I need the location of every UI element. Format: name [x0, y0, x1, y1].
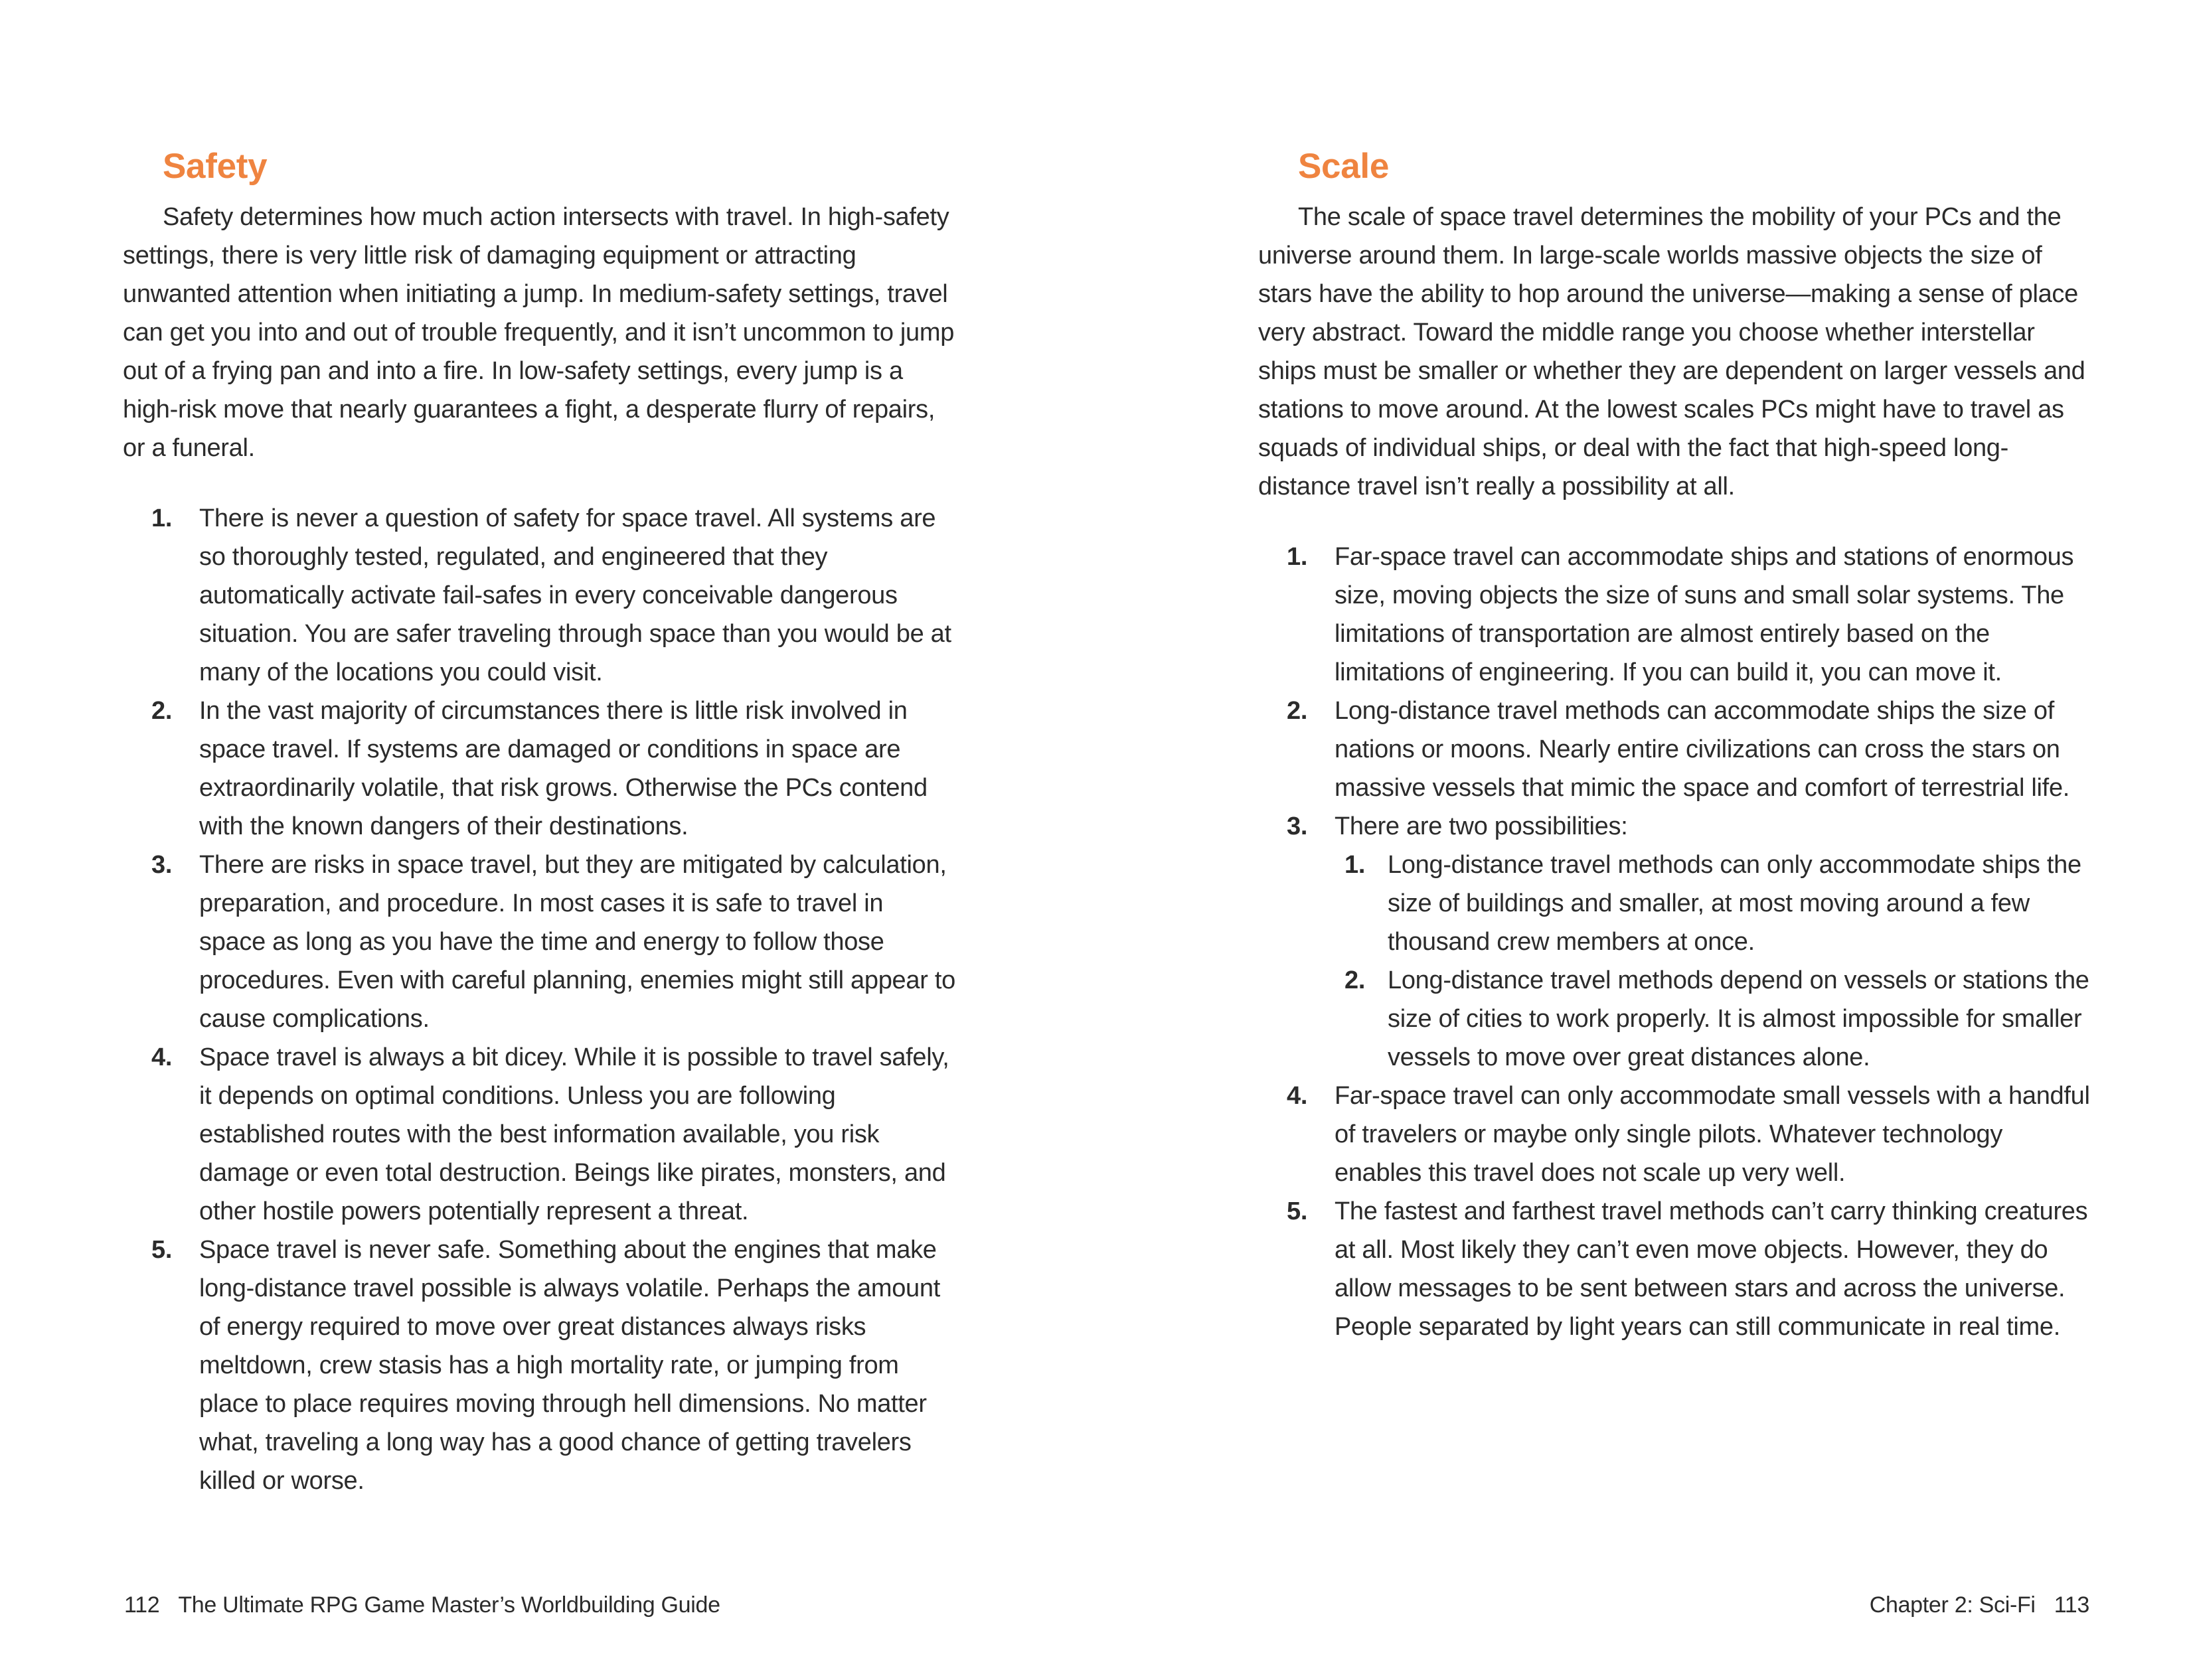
- page-right: [1258, 0, 2095, 1680]
- safety-list: [123, 499, 956, 1500]
- list-item: [123, 1231, 956, 1500]
- list-item-text: Long-distance travel methods can accommodate ships the size of nations or moons. Nearly entire civilizations can cross the stars on massive vessels that mimic the space and comfort of terrestrial life.: [1335, 697, 2070, 802]
- list-item-number: 2.: [1287, 697, 1308, 725]
- list-item: [123, 692, 956, 846]
- list-item-text: The fastest and farthest travel methods can’t carry thinking creatures at all. Most likely they can’t even move objects. However, they do allow messages to be sent between stars and across the universe. People separated by light years can still communicate in real time.: [1335, 1197, 2088, 1341]
- list-item-text: In the vast majority of circumstances there is little risk involved in space travel. If systems are damaged or conditions in space are extraordinarily volatile, that risk grows. Otherwise the PCs contend with the known dangers of their destinations.: [199, 697, 928, 840]
- list-item: [1258, 1192, 2095, 1346]
- list-item-text: Space travel is never safe. Something about the engines that make long-distance travel possible is always volatile. Perhaps the amount of energy required to move over great distances always risks meltdown, crew stasis has a high mortality rate, or jumping from place to place requires moving through hell dimensions. No matter what, traveling a long way has a good chance of getting travelers killed or worse.: [199, 1236, 940, 1495]
- scale-intro-paragraph: The scale of space travel determines the mobility of your PCs and the universe around them. In large-scale worlds massive objects the size of stars have the ability to hop around the universe—making a sense of place very abstract. Toward the middle range you choose whether interstellar ships must be smaller or whether they are dependent on larger vessels and stations to move around. At the lowest scales PCs might have to travel as squads of individual ships, or deal with the fact that high-speed long-distance travel isn’t really a possibility at all.: [1258, 203, 2085, 500]
- list-item: [1258, 538, 2095, 692]
- page-number: 113: [2054, 1592, 2089, 1618]
- list-item-text: There are two possibilities:: [1335, 812, 1628, 840]
- list-item-text: Far-space travel can accommodate ships and stations of enormous size, moving objects the size of suns and small solar systems. The limitations of transportation are almost entirely based on the limitations of engineering. If you can build it, you can move it.: [1335, 543, 2074, 686]
- list-item-text: There are risks in space travel, but they are mitigated by calculation, preparation, and procedure. In most cases it is safe to travel in space as long as you have the time and energy to follow those procedures. Even with careful planning, enemies might still appear to cause complications.: [199, 851, 955, 1033]
- list-item-text: There is never a question of safety for space travel. All systems are so thoroughly tested, regulated, and engineered that they automatically activate fail-safes in every conceivable dangerous situation. You are safer traveling through space than you would be at many of the locations you could visit.: [199, 504, 951, 686]
- scale-list: [1258, 538, 2095, 1346]
- safety-intro-paragraph: Safety determines how much action intersects with travel. In high-safety settings, there is very little risk of damaging equipment or attracting unwanted attention when initiating a jump. In medium-safety settings, travel can get you into and out of trouble frequently, and it isn’t uncommon to jump out of a frying pan and into a fire. In low-safety settings, every jump is a high-risk move that nearly guarantees a fight, a desperate flurry of repairs, or a funeral.: [123, 203, 955, 462]
- list-item: [123, 1038, 956, 1231]
- list-item: [1258, 692, 2095, 807]
- list-item-number: 5.: [151, 1236, 173, 1264]
- list-item-text: Far-space travel can only accommodate small vessels with a handful of travelers or maybe only single pilots. Whatever technology enables this travel does not scale up very well.: [1335, 1082, 2090, 1187]
- nested-item-number: 2.: [1344, 966, 1366, 994]
- chapter-title: Chapter 2: Sci-Fi: [1869, 1592, 2036, 1618]
- list-item: [123, 846, 956, 1038]
- page-left: [123, 0, 956, 1680]
- nested-list-item: [1335, 846, 2095, 961]
- list-item-number: 1.: [151, 504, 173, 532]
- footer-left: [124, 1592, 957, 1618]
- nested-item-text: Long-distance travel methods can only accommodate ships the size of buildings and smaller, at most moving around a few thousand crew members at once.: [1388, 851, 2081, 956]
- list-item-number: 5.: [1287, 1197, 1308, 1225]
- footer-right: [1253, 1592, 2089, 1618]
- section-heading-scale: Scale: [1298, 147, 1390, 186]
- list-item: [1258, 807, 2095, 1077]
- list-item-number: 4.: [151, 1043, 173, 1071]
- list-item-number: 3.: [1287, 812, 1308, 840]
- nested-item-text: Long-distance travel methods depend on vessels or stations the size of cities to work properly. It is almost impossible for smaller vessels to move over great distances alone.: [1388, 966, 2089, 1071]
- list-item: [1258, 1077, 2095, 1192]
- nested-list-item: [1335, 961, 2095, 1077]
- list-item: [123, 499, 956, 692]
- nested-list: [1335, 846, 2095, 1077]
- section-heading-safety: Safety: [163, 147, 268, 186]
- list-item-number: 1.: [1287, 543, 1308, 571]
- list-item-text: Space travel is always a bit dicey. While it is possible to travel safely, it depends on optimal conditions. Unless you are following established routes with the best information available, you risk damage or even total destruction. Beings like pirates, monsters, and other hostile powers potentially represent a threat.: [199, 1043, 949, 1225]
- nested-item-number: 1.: [1344, 851, 1366, 879]
- list-item-text-wrap: [1335, 807, 2095, 1077]
- page-number: 112: [124, 1592, 160, 1618]
- list-item-number: 4.: [1287, 1082, 1308, 1110]
- book-title: The Ultimate RPG Game Master’s Worldbuilding Guide: [178, 1592, 720, 1618]
- list-item-number: 2.: [151, 697, 173, 725]
- list-item-number: 3.: [151, 851, 173, 879]
